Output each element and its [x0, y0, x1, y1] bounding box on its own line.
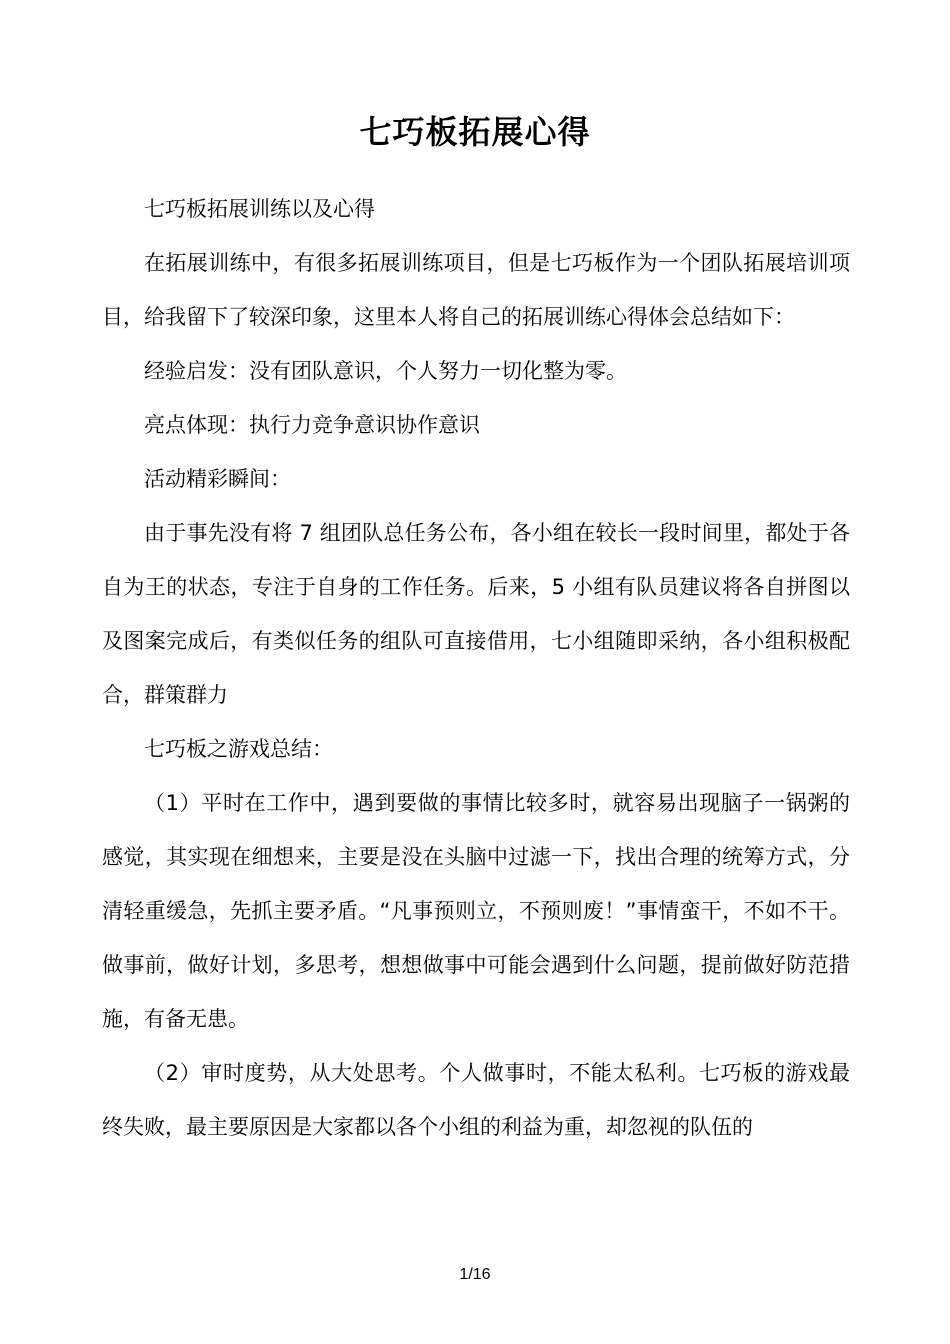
document-body [102, 182, 850, 1154]
document-title: 七巧板拓展心得 [359, 113, 591, 151]
paragraph-moments-heading: 活动精彩瞬间： [144, 467, 291, 491]
paragraph-summary-heading: 七巧板之游戏总结： [144, 737, 333, 761]
paragraph-highlights: 亮点体现：执行力竞争意识协作意识 [144, 413, 480, 437]
paragraph-experience: 经验启发：没有团队意识，个人努力一切化整为零。 [144, 359, 627, 383]
paragraph-summary-point-1: （1）平时在工作中，遇到要做的事情比较多时，就容易出现脑子一锅粥的感觉，其实现在细想来，主要是没在头脑中过滤一下，找出合理的统筹方式，分清轻重缓急，先抓主要矛盾。“凡事预则立，不预则废！”事情蛮干，不如不干。做事前，做好计划，多思考，想想做事中可能会遇到什么问题，提前做好防范措施，有备无患。 [102, 791, 850, 1031]
paragraph-moments: 由于事先没有将 7 组团队总任务公布，各小组在较长一段时间里，都处于各自为王的状态，专注于自身的工作任务。后来，5 小组有队员建议将各自拼图以及图案完成后，有类似任务的组队可直接借用，七小组随即采纳，各小组积极配合，群策群力 [102, 521, 850, 707]
page-number: 1/16 [459, 1266, 491, 1283]
paragraph-summary-point-2: （2）审时度势，从大处思考。个人做事时，不能太私利。七巧板的游戏最终失败，最主要原因是大家都以各个小组的利益为重，却忽视的队伍的 [102, 1061, 850, 1139]
paragraph-subtitle: 七巧板拓展训练以及心得 [144, 197, 375, 221]
paragraph-intro: 在拓展训练中，有很多拓展训练项目，但是七巧板作为一个团队拓展培训项目，给我留下了较深印象，这里本人将自己的拓展训练心得体会总结如下： [102, 251, 850, 329]
